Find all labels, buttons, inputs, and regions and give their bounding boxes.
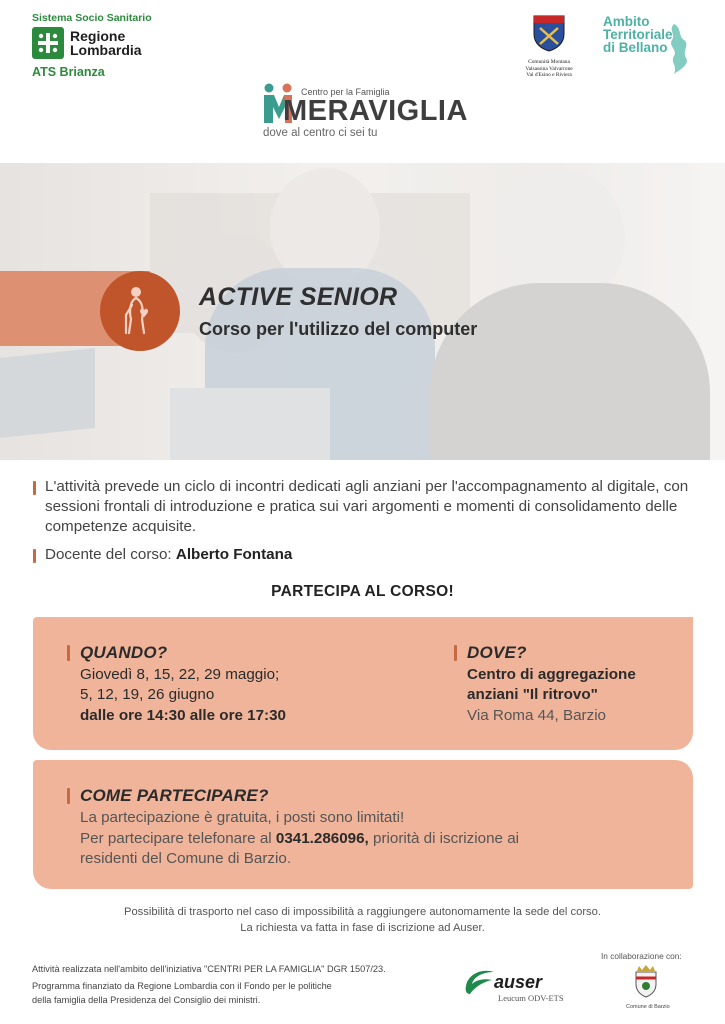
- course-description: L'attività prevede un ciclo di incontri dedicati agli anziani per l'accompagnamento al digitale, con sessioni frontali di introduzione e pratica sui vari argomenti e momenti di consolidamento delle competenze acquisite.: [45, 478, 689, 535]
- transport-note: [0, 904, 725, 936]
- meraviglia-tagline: dove al centro ci sei tu: [263, 127, 378, 139]
- teacher-name: Alberto Fontana: [175, 546, 293, 563]
- hero-subtitle: Corso per l'utilizzo del computer: [199, 319, 478, 339]
- comunita-line3: Val d'Esino e Riviera: [526, 72, 572, 79]
- footer-line2: Programma finanziato da Regione Lombardia con il Fondo per le politiche: [32, 981, 332, 991]
- quando-line3: dalle ore 14:30 alle ore 17:30: [80, 707, 286, 724]
- hero-icon-circle: [100, 271, 180, 351]
- auser-subtitle: Leucum ODV-ETS: [498, 993, 564, 1003]
- meraviglia-wordmark: MERAVIGLIA: [283, 95, 468, 127]
- comunita-montana-logo: [515, 14, 583, 79]
- comunita-line2: Valsassina Valvarrone: [525, 65, 573, 72]
- accent-bar: [454, 645, 457, 661]
- quando-line2: 5, 12, 19, 26 giugno: [80, 686, 215, 703]
- elderly-person-icon: [122, 285, 158, 337]
- come-line2-post: priorità di iscrizione ai: [368, 830, 520, 847]
- auser-logo: [462, 966, 564, 1003]
- dove-line2: anziani "Il ritrovo": [467, 686, 598, 703]
- come-heading: COME PARTECIPARE?: [80, 786, 269, 805]
- dove-line3: Via Roma 44, Barzio: [467, 707, 607, 724]
- come-line2-pre: Per partecipare telefonare al: [80, 830, 276, 847]
- auser-wordmark: auser: [494, 972, 543, 992]
- come-line2: [80, 829, 519, 849]
- comunita-line1: Comunità Montana: [528, 59, 570, 65]
- ambito-line3: di Bellano: [603, 40, 668, 55]
- ambito-line1: Ambito: [603, 14, 650, 29]
- barzio-label: Comune di Barzio: [626, 1004, 670, 1010]
- regione-line1: Regione: [70, 28, 126, 44]
- footer-line3: della famiglia della Presidenza del Consiglio dei ministri.: [32, 995, 261, 1005]
- shield-icon: [532, 14, 566, 52]
- teacher-line: [45, 546, 292, 563]
- accent-bar: [67, 645, 70, 661]
- centro-famiglia-label: Centro per la Famiglia: [301, 87, 390, 97]
- comune-barzio-logo: [626, 964, 670, 1010]
- ambito-line2: Territoriale: [603, 27, 673, 42]
- phone-number[interactable]: 0341.286096,: [275, 830, 369, 847]
- cta-heading: PARTECIPA AL CORSO!: [271, 583, 454, 600]
- dove-line1: Centro di aggregazione: [467, 666, 636, 683]
- teacher-label: Docente del corso:: [45, 546, 176, 563]
- regione-line2: Lombardia: [70, 42, 142, 58]
- collaboration-label: In collaborazione con:: [601, 951, 682, 961]
- dove-heading: DOVE?: [467, 643, 527, 662]
- transport-note-line2: La richiesta va fatta in fase di iscrizione ad Auser.: [240, 922, 485, 934]
- footer-line1: Attività realizzata nell'ambito dell'iniziativa "CENTRI PER LA FAMIGLIA" DGR 1507/23.: [32, 964, 386, 974]
- coat-of-arms-icon: [633, 964, 659, 998]
- transport-note-line1: Possibilità di trasporto nel caso di impossibilità a raggiungere autonomamente la sede del corso.: [124, 906, 601, 918]
- ats-brianza-label: ATS Brianza: [32, 65, 105, 79]
- lake-map-icon: [660, 22, 694, 76]
- quando-heading: QUANDO?: [80, 643, 168, 662]
- auser-swoosh-icon: [462, 966, 498, 996]
- hero-banner: [0, 163, 725, 460]
- come-line3: residenti del Comune di Barzio.: [80, 850, 292, 867]
- regione-lombardia-logo: [32, 27, 142, 59]
- header: [0, 0, 725, 163]
- accent-bar: [33, 481, 36, 495]
- quando-line1: Giovedì 8, 15, 22, 29 maggio;: [80, 666, 280, 683]
- accent-bar: [33, 549, 36, 563]
- come-line1: La partecipazione è gratuita, i posti sono limitati!: [80, 809, 405, 826]
- hero-title: ACTIVE SENIOR: [199, 283, 398, 311]
- sistema-socio-sanitario-label: Sistema Socio Sanitario: [32, 12, 152, 24]
- regione-lombardia-icon: [32, 27, 64, 59]
- accent-bar: [67, 788, 70, 804]
